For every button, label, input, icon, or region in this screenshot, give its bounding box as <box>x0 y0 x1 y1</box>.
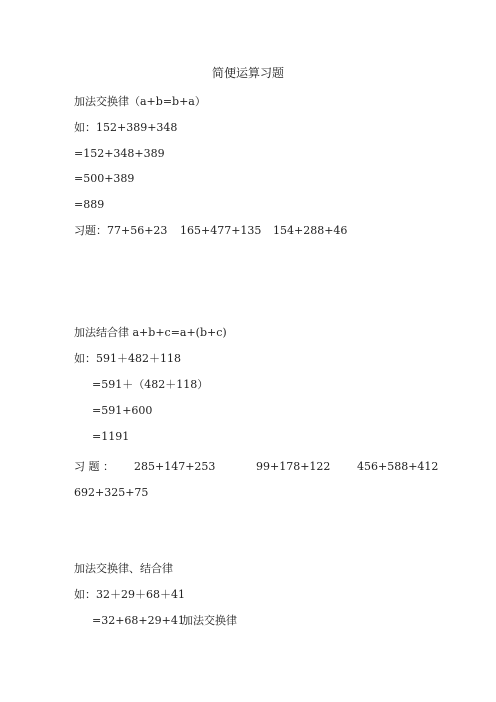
solution-step: =889 <box>74 198 105 211</box>
example-line: 如：32＋29＋68＋41 <box>74 588 185 601</box>
exercise-item: 692+325+75 <box>74 486 149 499</box>
exercise-item: 99+178+122 <box>256 460 331 473</box>
exercise-item: 154+288+46 <box>273 224 348 237</box>
page-title: 简便运算习题 <box>211 66 284 80</box>
example-line: 如：152+389+348 <box>74 121 178 134</box>
section-heading-combined: 加法交换律、结合律 <box>74 562 173 575</box>
section-heading-associative: 加法结合律 a+b+c=a+(b+c) <box>74 326 227 339</box>
solution-step: =152+348+389 <box>74 147 165 160</box>
solution-step: =1191 <box>92 430 130 443</box>
solution-step: =591＋（482＋118） <box>92 378 209 391</box>
exercise-item: 165+477+135 <box>180 224 262 237</box>
solution-step: =32+68+29+41 <box>92 614 185 627</box>
solution-step: =500+389 <box>74 172 135 185</box>
exercise-item: 456+588+412 <box>357 460 439 473</box>
example-line: 如：591＋482＋118 <box>74 352 181 365</box>
step-note: 加法交换律 <box>182 614 237 627</box>
section-heading-commutative: 加法交换律（a+b=b+a） <box>74 95 206 108</box>
exercise-label: 习题： <box>74 224 107 237</box>
exercise-item: 285+147+253 <box>134 460 216 473</box>
exercise-label: 习 题 ： <box>74 460 114 473</box>
exercise-item: 77+56+23 <box>107 224 168 237</box>
exercise-line <box>74 224 167 238</box>
solution-step: =591+600 <box>92 404 153 417</box>
